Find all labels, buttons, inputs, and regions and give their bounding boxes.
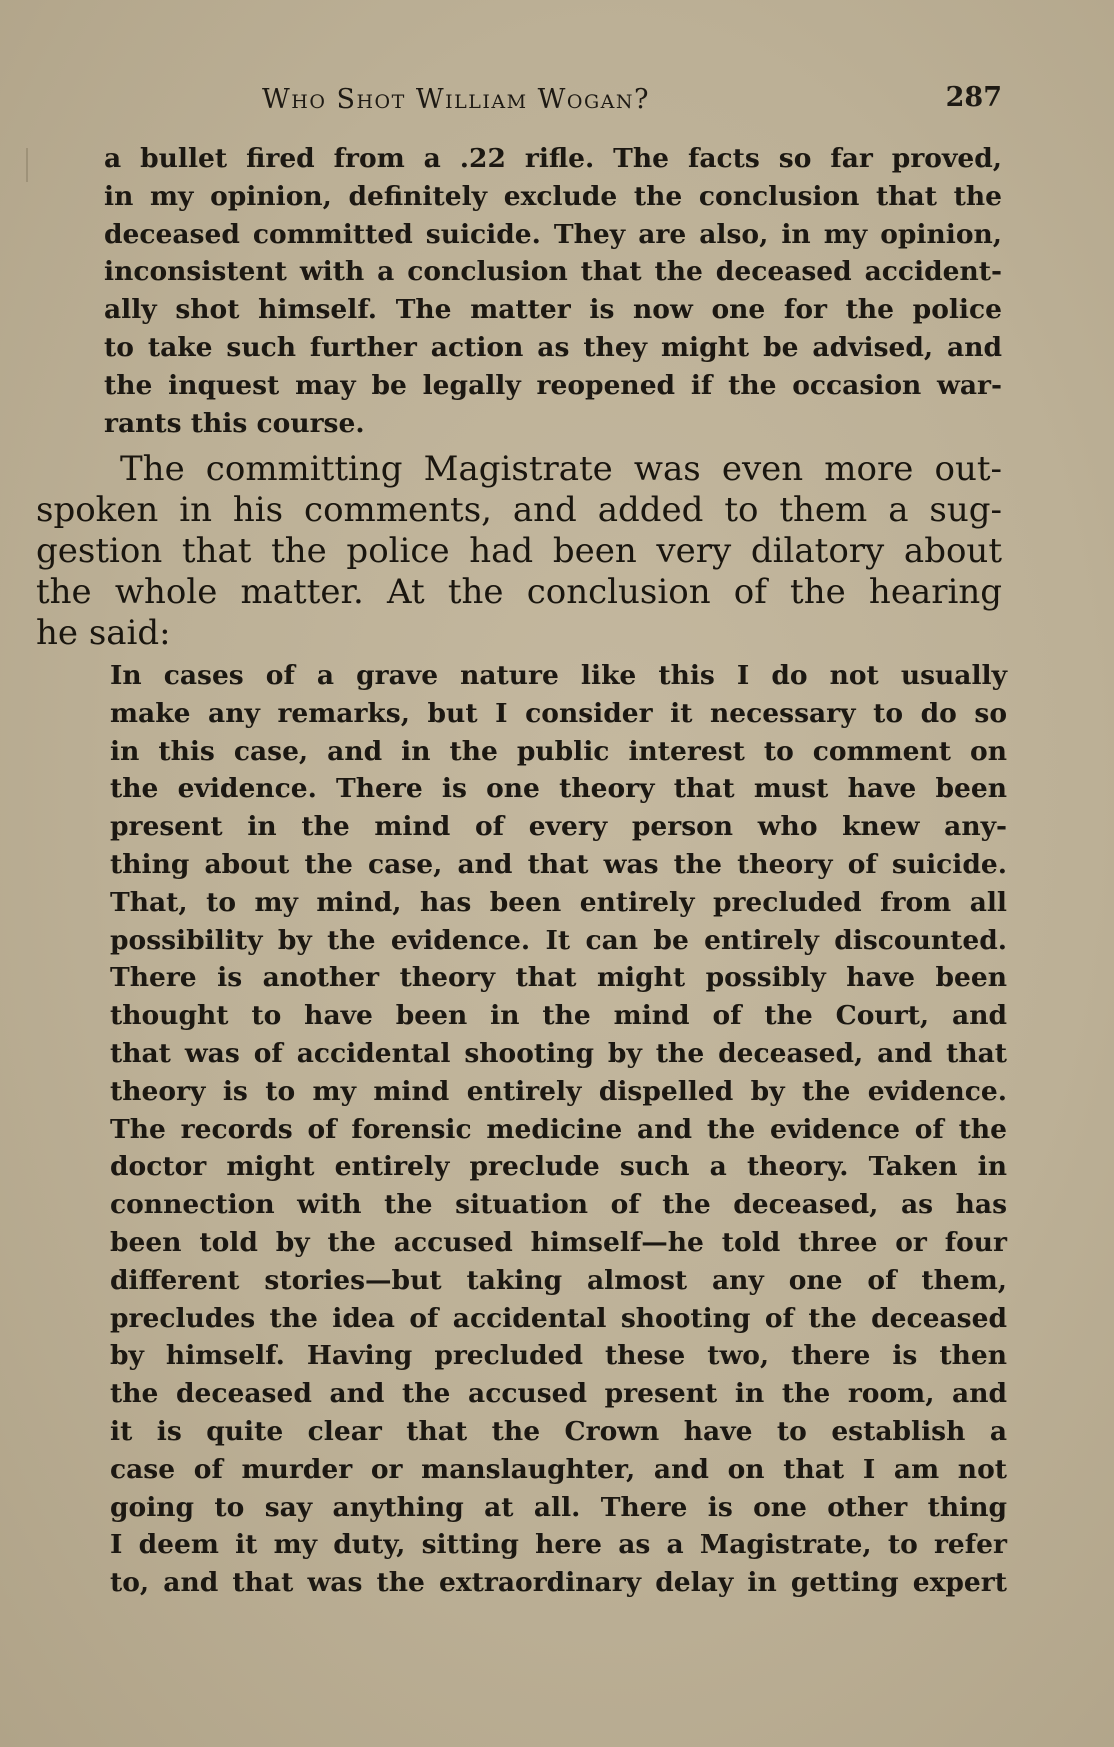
quote-line: to take such further action as they might be advised, and bbox=[104, 331, 1002, 363]
quote-line: that was of accidental shooting by the deceased, and that bbox=[110, 1037, 1007, 1069]
quote-line: in my opinion, definitely exclude the conclusion that the bbox=[104, 180, 1002, 212]
quote-line: precludes the idea of accidental shooting of the deceased bbox=[110, 1302, 1007, 1334]
page-number: 287 bbox=[945, 82, 1002, 113]
quote-line: ally shot himself. The matter is now one for the police bbox=[104, 294, 1002, 326]
block-quote-inquest-finding bbox=[104, 140, 1002, 442]
quote-line: it is quite clear that the Crown have to establish a bbox=[110, 1415, 1007, 1447]
quote-line: The records of forensic medicine and the evidence of the bbox=[110, 1113, 1007, 1145]
quote-line: the deceased and the accused present in the room, and bbox=[110, 1378, 1007, 1410]
quote-line: possibility by the evidence. It can be entirely discounted. bbox=[110, 924, 1007, 956]
quote-line: present in the mind of every person who knew any- bbox=[110, 811, 1007, 843]
running-head: Who Shot William Wogan? bbox=[262, 84, 650, 115]
quote-line: inconsistent with a conclusion that the deceased accident- bbox=[104, 256, 1002, 288]
quote-line: the evidence. There is one theory that must have been bbox=[110, 773, 1007, 805]
body-line: spoken in his comments, and added to them a sug- bbox=[36, 490, 1002, 530]
quote-line: going to say anything at all. There is one other thing bbox=[110, 1491, 1007, 1523]
quote-line: thing about the case, and that was the theory of suicide. bbox=[110, 848, 1007, 880]
block-quote-magistrate-remarks bbox=[110, 657, 1007, 1602]
margin-mark bbox=[26, 148, 28, 182]
page-header bbox=[262, 80, 1006, 120]
quote-line: by himself. Having precluded these two, there is then bbox=[110, 1340, 1007, 1372]
quote-line: been told by the accused himself—he told three or four bbox=[110, 1226, 1007, 1258]
body-line: the whole matter. At the conclusion of the hearing bbox=[36, 572, 1002, 612]
quote-line: rants this course. bbox=[104, 407, 365, 439]
quote-line: in this case, and in the public interest to comment on bbox=[110, 735, 1007, 767]
quote-line: to, and that was the extraordinary delay in getting expert bbox=[110, 1567, 1007, 1599]
body-line: he said: bbox=[36, 613, 171, 653]
quote-line: the inquest may be legally reopened if the occasion war- bbox=[104, 369, 1002, 401]
quote-line: make any remarks, but I consider it necessary to do so bbox=[110, 697, 1007, 729]
body-line: The committing Magistrate was even more out- bbox=[120, 449, 1002, 489]
quote-line: deceased committed suicide. They are also, in my opinion, bbox=[104, 218, 1002, 250]
quote-line: That, to my mind, has been entirely precluded from all bbox=[110, 886, 1007, 918]
quote-line: I deem it my duty, sitting here as a Magistrate, to refer bbox=[110, 1529, 1007, 1561]
quote-line: a bullet fired from a .22 rifle. The facts so far proved, bbox=[104, 143, 1002, 174]
quote-line: In cases of a grave nature like this I do not usually bbox=[110, 660, 1007, 691]
quote-line: doctor might entirely preclude such a theory. Taken in bbox=[110, 1151, 1007, 1183]
quote-line: There is another theory that might possibly have been bbox=[110, 962, 1007, 994]
quote-line: thought to have been in the mind of the Court, and bbox=[110, 1000, 1007, 1032]
quote-line: connection with the situation of the deceased, as has bbox=[110, 1189, 1007, 1221]
quote-line: theory is to my mind entirely dispelled by the evidence. bbox=[110, 1075, 1007, 1107]
quote-line: case of murder or manslaughter, and on that I am not bbox=[110, 1453, 1007, 1485]
quote-line: different stories—but taking almost any one of them, bbox=[110, 1264, 1007, 1296]
body-line: gestion that the police had been very dilatory about bbox=[36, 531, 1002, 571]
body-paragraph bbox=[36, 449, 1002, 654]
